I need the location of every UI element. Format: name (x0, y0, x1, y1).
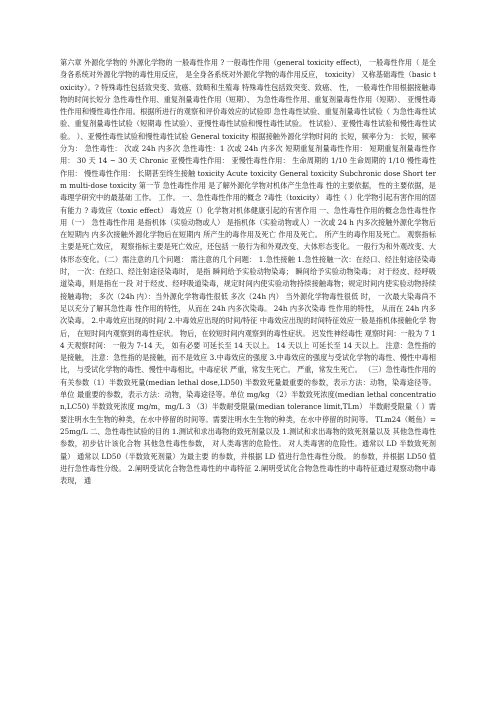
document-page (60, 57, 436, 645)
document-body-text: 第六章 外源化学物的 外源化学物的 一般毒性作用 ? 一般毒性作用（general toxicity effect)， 一般毒性作用（ 是全身各系统对外源化学物的毒性用反应， 是全身各系统对外源化学物的毒作用反应， toxicity） 又称基础毒性（basic toxicity）。? 特殊毒性包括致突变、致癌、致畸和生殖毒 特殊毒性包括致突变、致癌、 性， 一般毒性作用根据接触毒物的时间长短分 急性毒性作用、重复剂量毒性作用（短期）、 为急性毒性作用、重复剂量毒性作用（短期）、 亚慢性毒性作用和慢性毒性作用。根据所进行的观察和评价毒效应的试验即 急性毒性试验、重复剂量毒性试验（ 为急性毒性试验、重复剂量毒性试验（短期毒 性试验）、亚慢性毒性试验和慢性毒性试验。 性试验）、亚慢性毒性试验和慢性毒性试验。 ）、亚慢性毒性试验和慢性毒性试验 General toxicity 根据接触外源化学物时间的 长短，频率分为： 长短，频率分为： 急性毒性： 次或 24h 内多次 急性毒性：1 次或 24h 内多次 短期重复剂量毒性作用： 短期重复剂量毒性作用： 30 天 14 ~ 30 天 Chronic 亚慢性毒性作用： 亚慢性毒性作用： 生命周期的 1/10 生命周期的 1/10 慢性毒性作用： 慢性毒性作用： 长期甚至终生接触 toxicity Acute toxicity General toxicity Subchronic dose Short term multi-dose toxicity 第一节 急性毒性作用 是了解外源化学物对机体产生急性毒 性的主要依据， 性的主要依据，是毒理学研究中的最基础 工作。 工作。 一、急性毒性作用的概念 ?毒性（toxicity） 毒性（ ）化学物引起有害作用的固有能力 ? 毒效应（toxic effect） 毒效应（）化学物对机体健康引起的有害作用 一、急性毒性作用的概念急性毒性作用（一） 急性毒性作用 是指机体（实验动物或人） 是指机体（实验动物或人）一次或 24 h 内多次接触外源化学物后在短期内 内多次接触外源化学物后在短期内 所产生的毒作用及死亡 作用及死亡。 所产生的毒作用及死亡。 观察指标主要是死亡效应， 观察指标主要是死亡效应，还包括 一般行为和外观改变、大体形态变化。 一般行为和外观改变、大体形态变化。（二）需注意的几个问题： 需注意的几个问题： 1.急性接触 1.急性接触一次：在经口、经注射途径染毒时， 一次：在经口、经注射途径染毒时， 是指 瞬间给予实验动物染毒； 瞬间给予实验动物染毒； 对于经皮、经呼吸道染毒，则是指在一段 对于经皮、经呼吸道染毒，规定时间内使实验动物持续接触毒物；规定时间内使实验动物持续接触毒物； 多次（24h 内）：当外源化学物毒性很低 多次（24h 内） 当外源化学物毒性很低 时， 一次最大染毒尚不足以充分了解其急性毒 性作用的特性， 从而在 24h 内多次染毒。 24h 内多次染毒 性作用的特性， 从而在 24h 内多次染毒。 2.中毒效应出现的时间/ 2.中毒效应出现的时间/特征 中毒效应出现的时间特征效应一般是指机体接触化学 物后， 在短时间内观察到的毒性症状。 物后，在较短时间内观察到的毒性症状。 迟发性神经毒性 观察时间：一般为 7 14 天观察时间： 一般为 7-14 天， 如有必要 可延长至 14 天以上。 14 天以上 可延长至 14 天以上。 注意：急性指的是接触， 注意：急性指的是接触，而不是效应 3.中毒效应的强度 3.中毒效应的强度与受试化学物的毒性、慢性中毒相比， 与受试化学物的毒性、慢性中毒相比，中毒症状 严重，常发生死亡。 严重，常发生死亡。 （三）急性毒性作用的有关参数（1）半数致死量(median lethal dose,LD50) 半数致死量最重要的参数，表示方法：动物，染毒途径等。单位 最重要的参数，表示方法：动物，染毒途径等。单位 mg/kg （2）半数致死浓度(median lethal concentration,LC50) 半数致死浓度 mg/m，mg/L 3 （3）半数耐受限量(median tolerance limit,TLm） 半数耐受限量（ ）需要注明水生生物的种类，在水中停留的时间等。需要注明水生生物的种类，在水中停留的时间等。 TLm24（鲢鱼）=25mg/L 二、急性毒性试验的目的 1.测试和求出毒物的致死剂量以及 1.测试和求出毒物的致死剂量以及 其他急性毒性参数，初步估计该化合物 其他急性毒性参数， 对人类毒害的危险性。 对人类毒害的危险性。通常以 LD 半数致死剂量） 通常以 LD50（半数致死剂量）为最主要 的参数，并根据 LD 值进行急性毒性分级。 的参数，并根据 LD50 值进行急性毒性分级。 2.阐明受试化合物急性毒性的中毒特征 2.阐明受试化合物急性毒性的中毒特征通过观察动物中毒表现， 通 (60, 58, 436, 486)
